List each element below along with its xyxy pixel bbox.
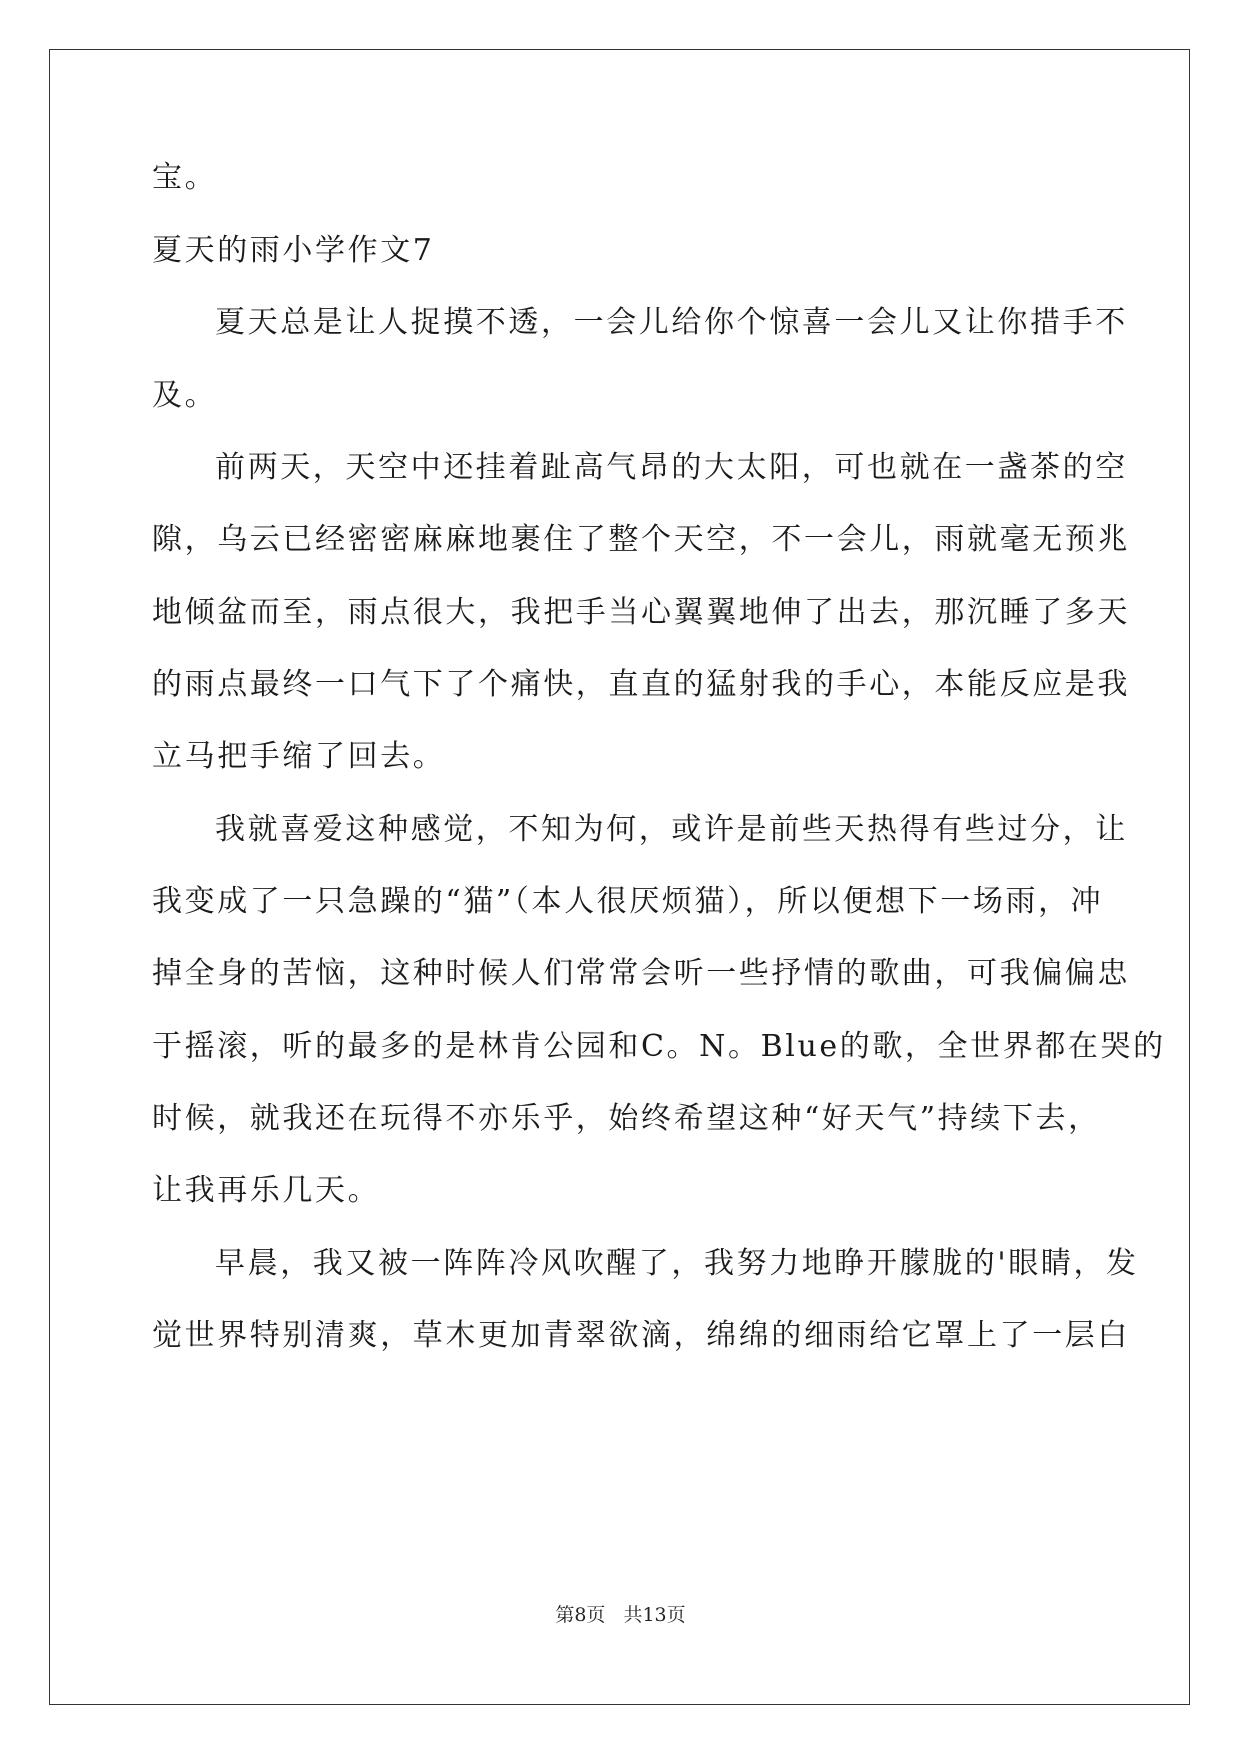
paragraph-line: 觉世界特别清爽，草木更加青翠欲滴，绵绵的细雨给它罩上了一层白 — [152, 1318, 1130, 1353]
paragraph-line: 早晨，我又被一阵阵冷风吹醒了，我努力地睁开朦胧的'眼睛，发 — [215, 1246, 1139, 1281]
paragraph-line: 地倾盆而至，雨点很大，我把手当心翼翼地伸了出去，那沉睡了多天 — [152, 595, 1130, 630]
paragraph-line: 立马把手缩了回去。 — [152, 739, 446, 774]
page-number-total: 共13页 — [623, 1604, 686, 1626]
paragraph-line: 掉全身的苦恼，这种时候人们常常会听一些抒情的歌曲，可我偏偏忠 — [152, 956, 1130, 991]
paragraph-line: 于摇滚，听的最多的是林肯公园和C。N。Blue的歌，全世界都在哭的 — [152, 1029, 1166, 1064]
section-title: 夏天的雨小学作文7 — [152, 233, 435, 268]
paragraph-line: 前两天，天空中还挂着趾高气昂的大太阳，可也就在一盏茶的空 — [215, 450, 1128, 485]
paragraph-line: 我变成了一只急躁的“猫”（本人很厌烦猫），所以便想下一场雨，冲 — [152, 884, 1104, 919]
paragraph-line: 让我再乐几天。 — [152, 1173, 381, 1208]
paragraph-line: 及。 — [152, 378, 218, 413]
paragraph-line: 夏天总是让人捉摸不透，一会儿给你个惊喜一会儿又让你措手不 — [215, 305, 1128, 340]
text-line: 宝。 — [152, 160, 218, 195]
page-border — [49, 49, 1190, 1705]
paragraph-line: 的雨点最终一口气下了个痛快，直直的猛射我的手心，本能反应是我 — [152, 667, 1130, 702]
page-number-current: 第8页 — [555, 1604, 606, 1626]
page-footer — [0, 1603, 1241, 1627]
paragraph-line: 时候，就我还在玩得不亦乐乎，始终希望这种“好天气”持续下去， — [152, 1101, 1101, 1136]
paragraph-line: 我就喜爱这种感觉，不知为何，或许是前些天热得有些过分，让 — [215, 812, 1128, 847]
paragraph-line: 隙，乌云已经密密麻麻地裹住了整个天空，不一会儿，雨就毫无预兆 — [152, 522, 1130, 557]
